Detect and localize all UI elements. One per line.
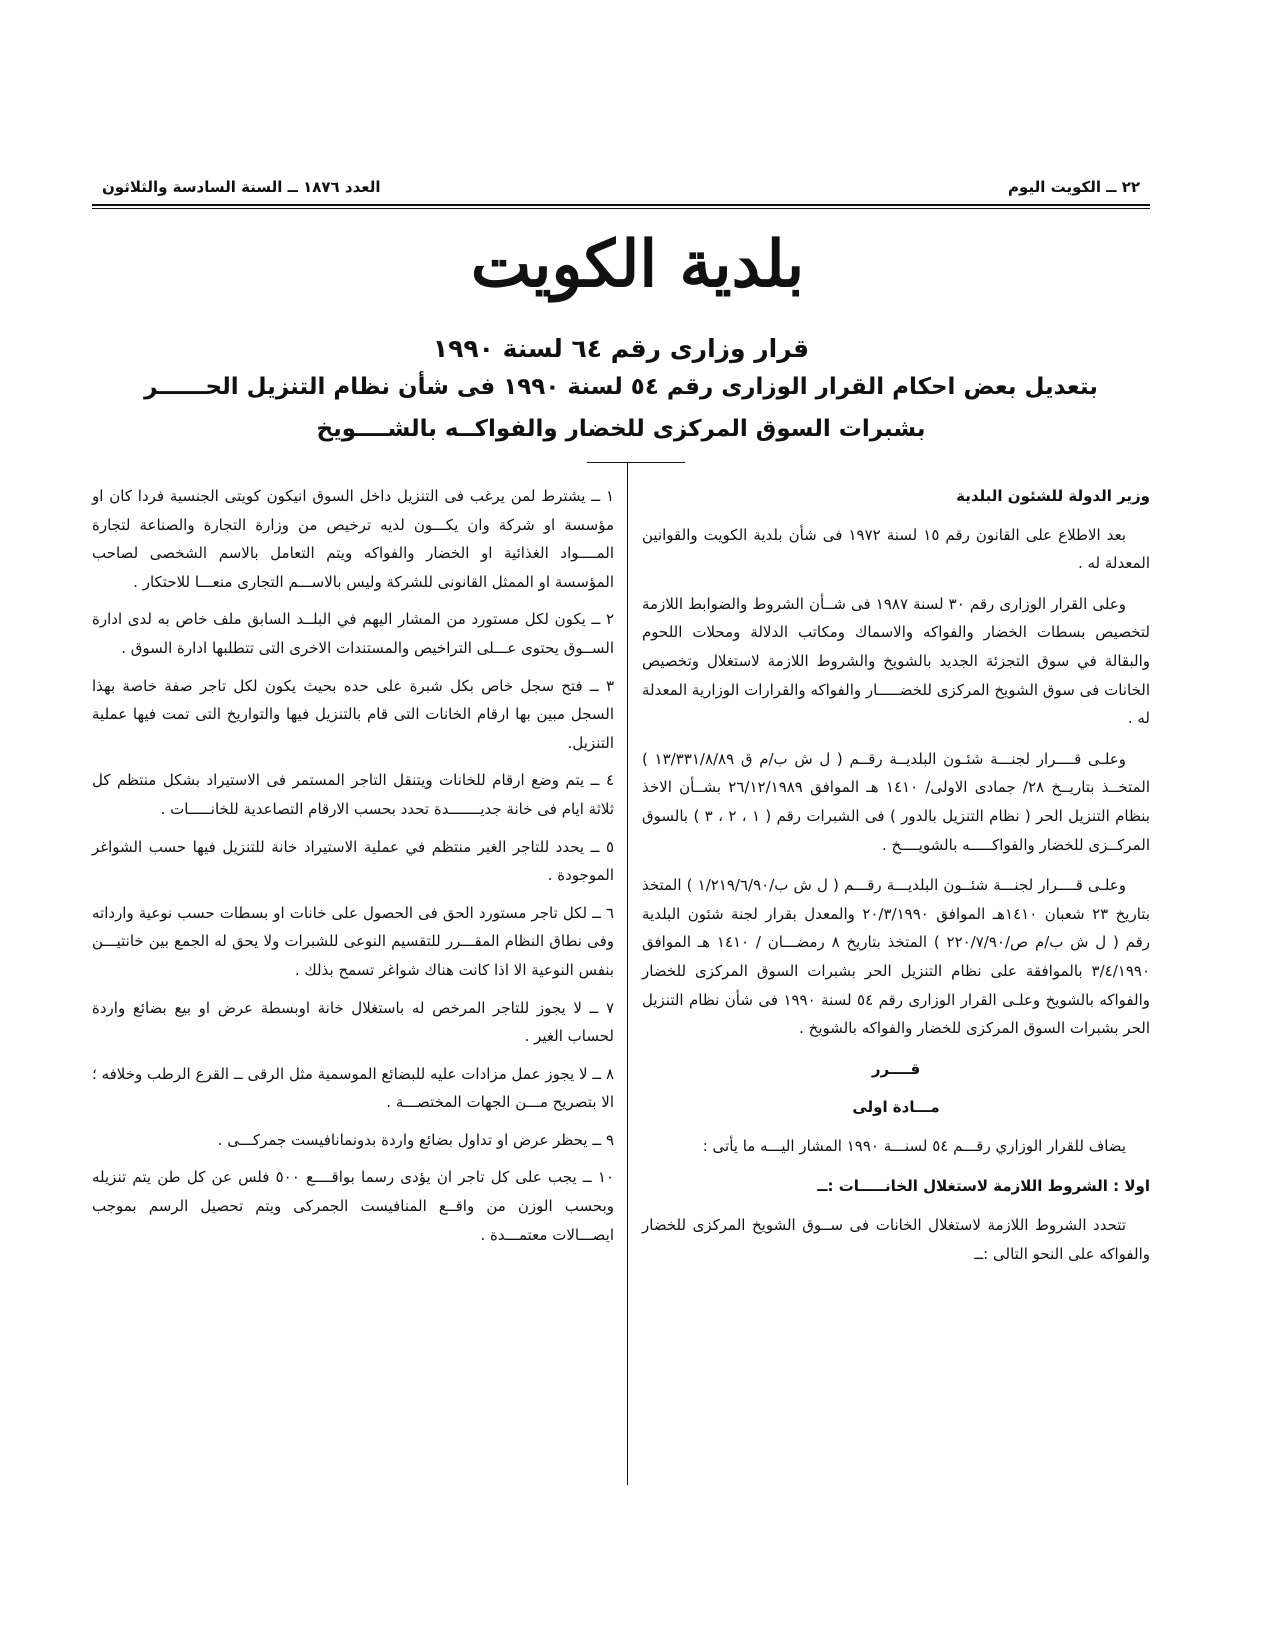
decision-subtitle-line-2: بشبرات السوق المركزى للخضار والفواكــه بالشــــويخ bbox=[316, 416, 926, 442]
condition-item: ٢ ــ يكون لكل مستورد من المشار اليهم في البلــد السابق ملف خاص به لدى ادارة الســوق يحتوى عـــلى التراخيص والمستندات الاخرى التى تتطلبها ادارة السوق . bbox=[92, 610, 614, 657]
running-header bbox=[92, 178, 1150, 200]
preamble-paragraph: وعلى القرار الوزارى رقم ٣٠ لسنة ١٩٨٧ فى شــأن الشروط والضوابط اللازمة لتخصيص بسطات الخضار والفواكه والاسماك ومكاتب الدلالة ومحلات اللحوم والبقالة في سوق التجزئة الجديد بالشويخ والشروط اللازمة لاستغلال وتخصيص الخانات فى سوق الشويخ المركزى للخضـــــار والفواكه والقرارات الوزارية المعدلة له . bbox=[642, 594, 1150, 728]
decides-heading: قــــرر bbox=[871, 1059, 921, 1078]
condition-item: ٥ ــ يحدد للتاجر الغير منتظم في عملية الاستيراد خانة للتنزيل فيها حسب الشواغر الموجودة . bbox=[92, 837, 614, 885]
section-heading: اولا : الشروط اللازمة لاستغلال الخانـــــات :ــ bbox=[817, 1177, 1150, 1196]
preamble-paragraph: وعلـى قــــرار لجنـــة شئــون البلديـــة رقـــم ( ل ش ب/١/٢١٩/٦/٩٠ ) المتخذ بتاريخ ٢٣ شعبان ١٤١٠هـ الموافق ٢٠/٣/١٩٩٠ والمعدل بقرار لجنة شئون البلدية رقم ( ل ش ب/م ص/٢٢٠/٧/٩٠ ) المتخذ بتاريخ ٨ رمضـــان / ١٤١٠ هـ الموافق ٣/٤/١٩٩٠ بالموافقة على نظام التنزيل الحر بشبرات السوق المركزى للخضار والفواكه بالشويخ وعلـى القرار الوزارى رقم ٥٤ لسنة ١٩٩٠ فى شأن نظام التنزيل الحر بشبرات السوق المركزى للخضار والفواكه بالشويخ . bbox=[642, 876, 1150, 1038]
condition-item: ١٠ ــ يجب على كل تاجر ان يؤدى رسما بواقــــع ٥٠٠ فلس عن كل طن يتم تنزيله وبحسب الوزن من واقــع المنافيست الجمركى ويتم تحصيل الرسم بموجب ايصـــالات معتمـــدة . bbox=[92, 1168, 614, 1244]
right-column bbox=[642, 482, 1150, 1280]
masthead-title: بلدية الكويت bbox=[470, 227, 805, 302]
title-underline bbox=[587, 462, 685, 463]
left-column bbox=[92, 482, 614, 1258]
page-number-journal: ٢٢ ــ الكويت اليوم bbox=[1008, 178, 1140, 196]
condition-item: ٧ ــ لا يجوز للتاجر المرخص له باستغلال خانة اوبسطة عرض او بيع بضائع واردة لحساب الغير . bbox=[92, 998, 614, 1046]
column-divider bbox=[627, 463, 628, 1485]
section-text: تتحدد الشروط اللازمة لاستغلال الخانات فى ســوق الشويخ المركزى للخضار والفواكه على النحو التالى :ــ bbox=[642, 1216, 1150, 1263]
header-rule-thin bbox=[92, 208, 1150, 209]
condition-item: ٤ ــ يتم وضع ارقام للخانات ويتنقل التاجر المستمر فى الاستيراد بشكل منتظم كل ثلاثة ايام فى خانة جديـــــــدة تحدد بحسب الارقام التصاعدية للخانـــــات . bbox=[92, 771, 614, 818]
article-heading: مـــادة اولى bbox=[852, 1098, 940, 1117]
condition-item: ٩ ــ يحظر عرض او تداول بضائع واردة بدونمانافيست جمركـــى . bbox=[217, 1130, 614, 1149]
condition-item: ٣ ــ فتح سجل خاص بكل شبرة على حده بحيث يكون لكل تاجر صفة خاصة بهذا السجل مبين بها ارقام الخانات التى قام بالتنزيل فيها والتواريخ التى تمت فيها عملية التنزيل. bbox=[92, 676, 614, 752]
condition-item: ٦ ــ لكل تاجر مستورد الحق فى الحصول على خانات او بسطات حسب نوعية وارداته وفى نطاق النظام المقـــرر للتقسيم النوعى للشبرات ولا يحق له الجمع بين خانتيـــن بنفس النوعية الا اذا كانت هناك شواغر تسمح بذلك . bbox=[92, 903, 614, 979]
issue-info: العدد ١٨٧٦ ــ السنة السادسة والثلاثون bbox=[102, 178, 381, 196]
issuing-authority: وزير الدولة للشئون البلدية bbox=[956, 487, 1150, 505]
condition-item: ٨ ــ لا يجوز عمل مزادات عليه للبضائع الموسمية مثل الرقى ــ القرع الرطب وخلافه ؛ الا بتصريح مـــن الجهات المختصـــة . bbox=[92, 1064, 614, 1112]
header-rule bbox=[92, 204, 1150, 206]
decision-subtitle-line-1: بتعديل بعض احكام القرار الوزارى رقم ٥٤ لسنة ١٩٩٠ فى شأن نظام التنزيل الحــــــر bbox=[144, 374, 1098, 400]
decision-title: قرار وزارى رقم ٦٤ لسنة ١٩٩٠ bbox=[432, 334, 810, 363]
preamble-paragraph: بعد الاطلاع على القانون رقم ١٥ لسنة ١٩٧٢ فى شأن بلدية الكويت والقوانين المعدلة له . bbox=[642, 525, 1150, 573]
preamble-paragraph: وعلـى قــــرار لجنـــة شئـون البلديــة رقــم ( ل ش ب/م ق ١٣/٣٣١/٨/٨٩ ) المتخــذ بتاريــخ ٢٨/ جمادى الاولى/ ١٤١٠ هـ الموافق ٢٦/١٢/١٩٨٩ بشــأن الاخذ بنظام التنزيل الحر ( نظام التنزيل بالدور ) فى الشبرات رقم ( ١ ، ٢ ، ٣ ) بالسوق المركــزى للخضار والفواكـــــه بالشويــــخ . bbox=[642, 749, 1151, 854]
article-text: يضاف للقرار الوزاري رقـــم ٥٤ لسنـــة ١٩٩٠ المشار اليـــه ما يأتى : bbox=[702, 1136, 1126, 1155]
condition-item: ١ ــ يشترط لمن يرغب فى التنزيل داخل السوق انيكون كويتى الجنسية فردا كان او مؤسسة او شركة وان يكـــون لديه ترخيص من وزارة التجارة والصناعة لتجارة المــــواد الغذائية او الخضار والفواكه ويتم التعامل بالاسم الشخصى لصاحب المؤسسة او الممثل القانونى للشركة وليس بالاســـم التجارى منعـــا للاحتكار . bbox=[92, 487, 614, 591]
